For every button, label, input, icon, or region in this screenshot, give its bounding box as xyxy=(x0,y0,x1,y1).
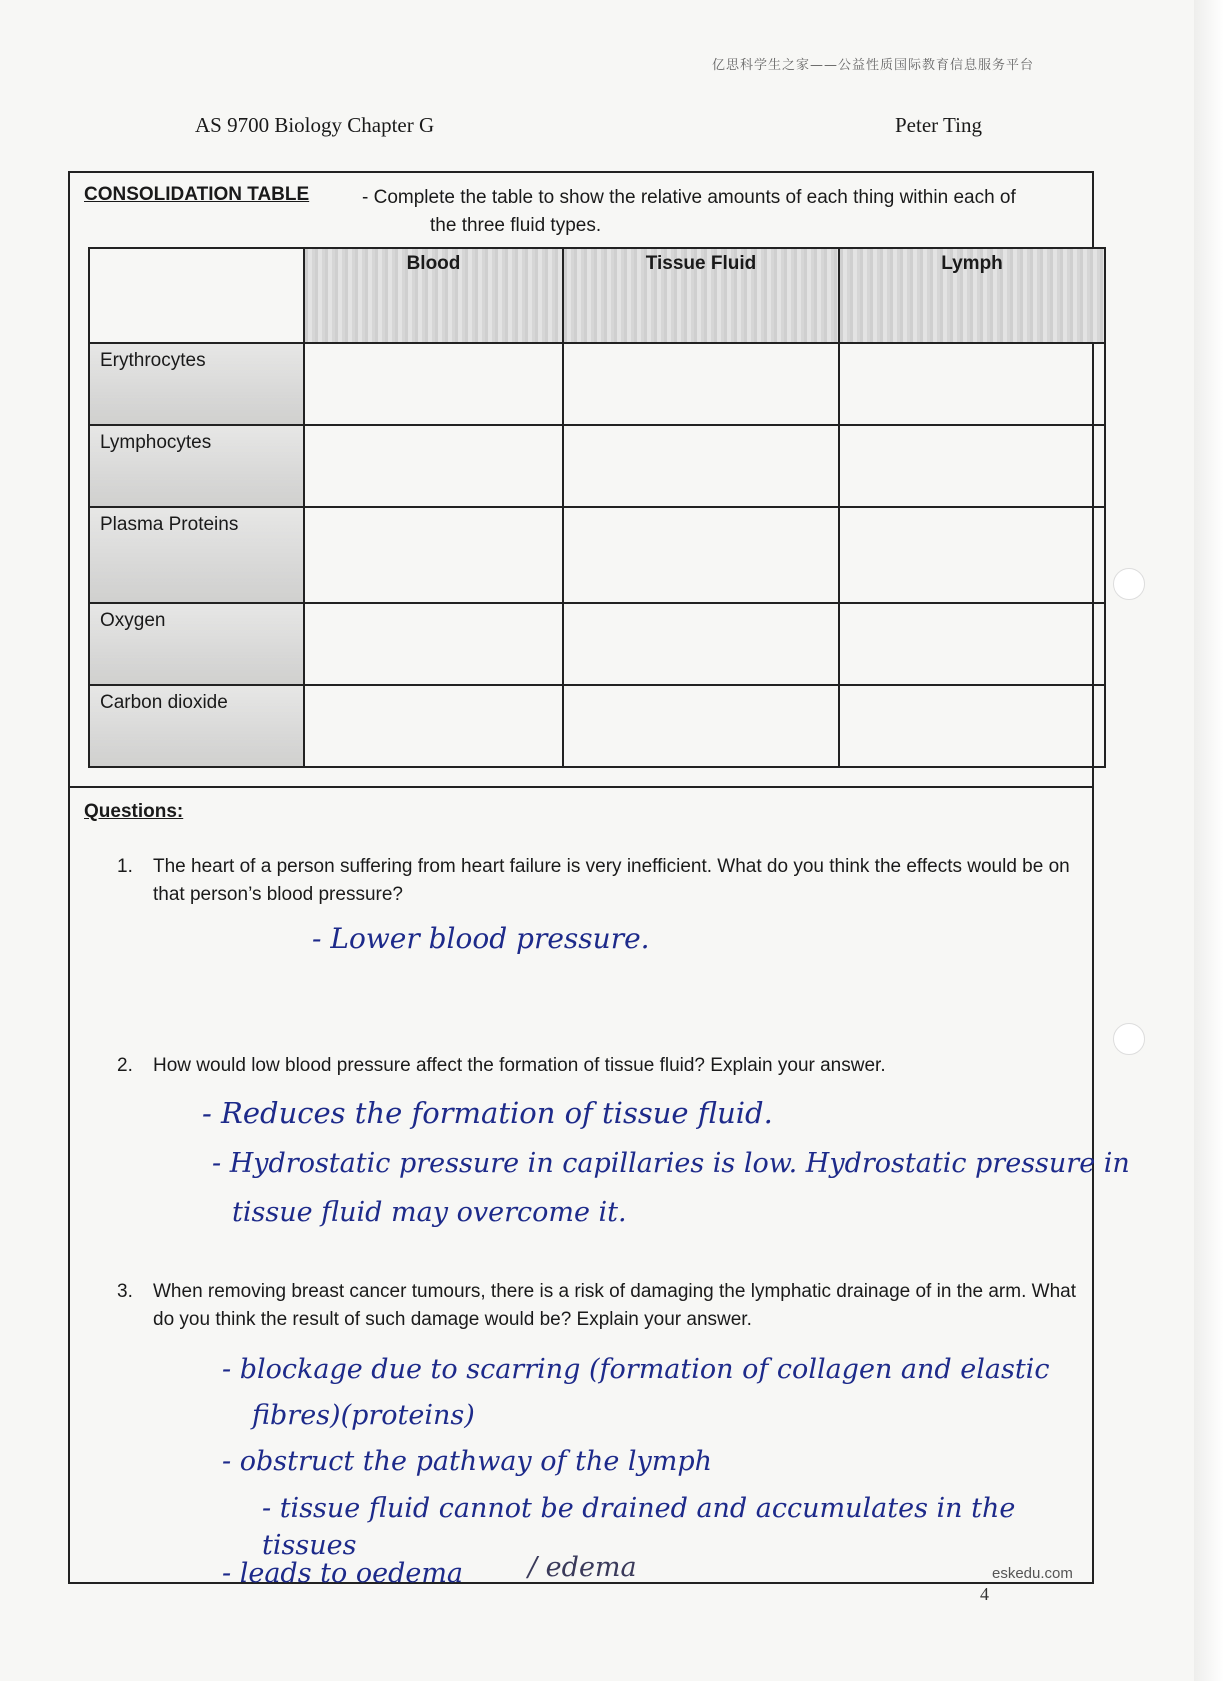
row-label-erythrocytes: Erythrocytes xyxy=(89,343,304,425)
handwritten-annotation: / edema xyxy=(528,1552,637,1583)
handwritten-answer: - obstruct the pathway of the lymph xyxy=(222,1446,713,1477)
table-cell[interactable] xyxy=(304,343,563,425)
handwritten-answer: - leads to oedema xyxy=(222,1558,464,1589)
table-cell[interactable] xyxy=(563,343,839,425)
column-header-blood: Blood xyxy=(304,248,563,343)
row-label-plasma-proteins: Plasma Proteins xyxy=(89,507,304,603)
table-row xyxy=(89,507,1105,603)
question-text: When removing breast cancer tumours, there is a risk of damaging the lymphatic drainage of in the arm. What do you think the result of such damage would be? Explain your answer. xyxy=(153,1281,1076,1330)
table-row xyxy=(89,343,1105,425)
question-number: 2. xyxy=(117,1055,133,1076)
question-1 xyxy=(117,853,1077,909)
punch-hole xyxy=(1113,568,1145,600)
question-2 xyxy=(117,1052,1077,1080)
table-cell[interactable] xyxy=(563,425,839,507)
table-cell[interactable] xyxy=(304,507,563,603)
page-edge xyxy=(1194,0,1224,1681)
table-corner-cell xyxy=(89,248,304,343)
table-cell[interactable] xyxy=(839,425,1105,507)
row-label-oxygen: Oxygen xyxy=(89,603,304,685)
question-text: How would low blood pressure affect the formation of tissue fluid? Explain your answer. xyxy=(153,1055,886,1076)
handwritten-answer: - tissue fluid cannot be drained and accumulates in the xyxy=(262,1493,1016,1524)
handwritten-answer: tissue fluid may overcome it. xyxy=(232,1197,627,1228)
handwritten-answer: tissues xyxy=(262,1530,357,1561)
table-row xyxy=(89,603,1105,685)
handwritten-answer: - Hydrostatic pressure in capillaries is low. Hydrostatic pressure in xyxy=(212,1148,1130,1179)
table-cell[interactable] xyxy=(304,603,563,685)
section-divider xyxy=(68,786,1094,788)
instruction-line-2: the three fluid types. xyxy=(430,215,602,236)
handwritten-answer: fibres)(proteins) xyxy=(252,1400,475,1431)
punch-hole xyxy=(1113,1023,1145,1055)
consolidation-title: CONSOLIDATION TABLE xyxy=(84,184,310,205)
table-cell[interactable] xyxy=(304,685,563,767)
table-cell[interactable] xyxy=(304,425,563,507)
table-cell[interactable] xyxy=(563,685,839,767)
table-cell[interactable] xyxy=(839,603,1105,685)
instruction-line-1: - Complete the table to show the relative amounts of each thing within each of xyxy=(362,187,1016,208)
question-text: The heart of a person suffering from heart failure is very inefficient. What do you think the effects would be on that person’s blood pressure? xyxy=(153,856,1070,905)
page-number: 4 xyxy=(980,1584,989,1604)
author-name: Peter Ting xyxy=(895,113,982,137)
row-label-lymphocytes: Lymphocytes xyxy=(89,425,304,507)
column-header-lymph: Lymph xyxy=(839,248,1105,343)
table-cell[interactable] xyxy=(839,685,1105,767)
table-header-row xyxy=(89,248,1105,343)
table-cell[interactable] xyxy=(839,507,1105,603)
table-row xyxy=(89,425,1105,507)
handwritten-answer: - Reduces the formation of tissue fluid. xyxy=(202,1096,773,1130)
handwritten-answer: - Lower blood pressure. xyxy=(312,922,650,955)
table-cell[interactable] xyxy=(839,343,1105,425)
consolidation-table xyxy=(88,247,1106,768)
watermark-text: 亿思科学生之家——公益性质国际教育信息服务平台 xyxy=(712,58,1035,73)
consolidation-instruction xyxy=(362,184,1102,240)
course-title: AS 9700 Biology Chapter G xyxy=(195,113,435,137)
column-header-tissue-fluid: Tissue Fluid xyxy=(563,248,839,343)
table-row xyxy=(89,685,1105,767)
question-number: 3. xyxy=(117,1281,133,1302)
watermark-footer: eskedu.com xyxy=(992,1565,1073,1582)
question-number: 1. xyxy=(117,856,133,877)
handwritten-answer: - blockage due to scarring (formation of collagen and elastic xyxy=(222,1354,1050,1385)
table-cell[interactable] xyxy=(563,507,839,603)
table-cell[interactable] xyxy=(563,603,839,685)
row-label-carbon-dioxide: Carbon dioxide xyxy=(89,685,304,767)
questions-heading: Questions: xyxy=(84,801,184,822)
question-3 xyxy=(117,1278,1077,1334)
